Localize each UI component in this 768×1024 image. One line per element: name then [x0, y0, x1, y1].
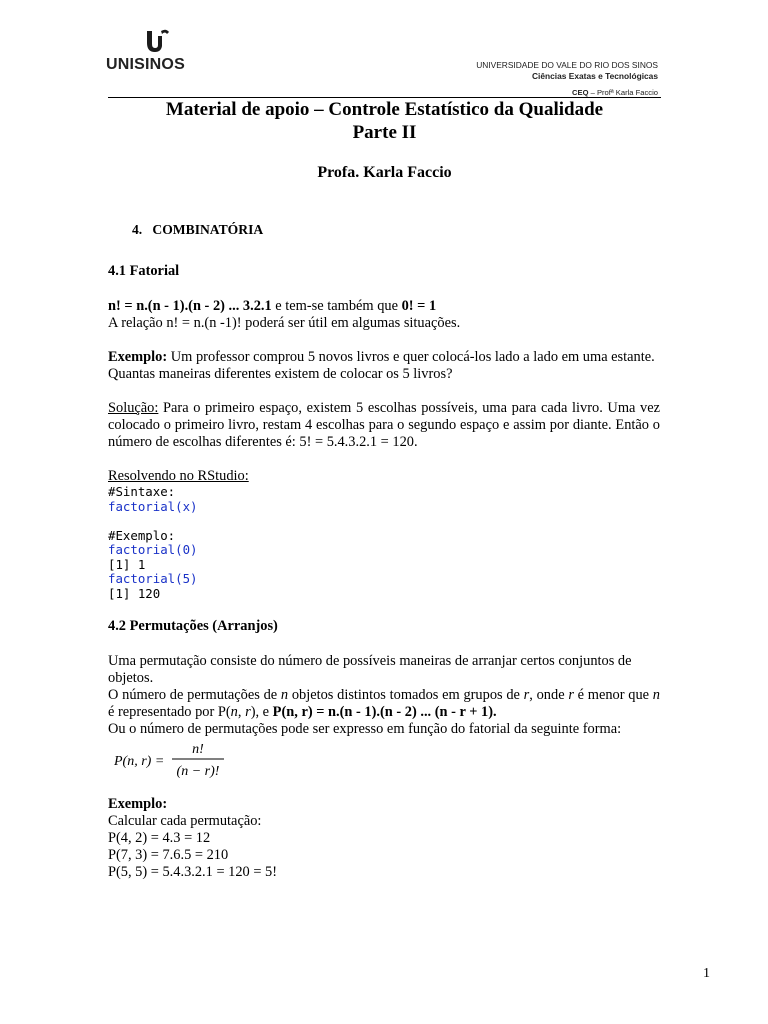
permutation-product-formula: P(n, r) = n.(n - 1).(n - 2) ... (n - r + 1). [272, 704, 497, 720]
code-comment: #Exemplo: [108, 527, 176, 543]
permutation-calc: P(7, 3) = 7.6.5 = 210 [108, 847, 229, 863]
factorial-formula: n! = n.(n - 1).(n - 2) ... 3.2.1 [108, 298, 272, 314]
unisinos-logo-mark [144, 28, 170, 54]
course-professor: – Profª Karla Faccio [588, 88, 658, 97]
logo-text: UNISINOS [106, 56, 185, 73]
course-code: CEQ [572, 88, 589, 97]
permutation-factorial-form: Ou o número de permutações pode ser expresso em função do fatorial da seguinte forma: [108, 721, 622, 737]
formula-lhs: P(n, r) = [114, 754, 165, 769]
code-output: [1] 1 [108, 556, 146, 572]
center-name: Ciências Exatas e Tecnológicas [532, 71, 658, 81]
institution-name: UNIVERSIDADE DO VALE DO RIO DOS SINOS [476, 60, 658, 70]
permutation-calc-intro: Calcular cada permutação: [108, 813, 262, 829]
code-call: factorial(0) [108, 542, 198, 557]
subsection-permutations-heading: 4.2 Permutações (Arranjos) [108, 618, 278, 634]
section-4-heading [132, 221, 660, 238]
code-comment: #Sintaxe: [108, 484, 176, 499]
code-call: factorial(5) [108, 571, 198, 586]
page-number: 1 [703, 966, 710, 981]
permutation-example-label: Exemplo: [108, 796, 168, 812]
document-body [108, 221, 660, 881]
section-number: 4. [132, 222, 143, 237]
unisinos-logo [106, 28, 196, 78]
title-line-2: Parte II [352, 122, 417, 143]
factorial-example: Exemplo: Um professor comprou 5 novos livros e quer colocá-los lado a lado em uma estante. Quantas maneiras diferentes existem de colocar os 5 livros? [108, 349, 655, 382]
factorial-relation: A relação n! = n.(n -1)! poderá ser útil em algumas situações. [108, 315, 461, 331]
title-line-1: Material de apoio – Controle Estatístico da Qualidade [165, 99, 604, 120]
formula-denominator: (n − r)! [176, 764, 220, 779]
section-title: COMBINATÓRIA [152, 222, 264, 237]
example-label: Exemplo: [108, 349, 168, 365]
code-call: factorial(x) [108, 498, 198, 514]
author: Profa. Karla Faccio [317, 164, 452, 181]
permutation-definition: O número de permutações de n objetos distintos tomados em grupos de r, onde r é menor que n é representado por P(n, r), e P(n, r) = n.(n - 1).(n - 2) ... (n - r + 1). [108, 687, 660, 720]
permutation-intro: Uma permutação consiste do número de possíveis maneiras de arranjar certos conjuntos de objetos. [108, 653, 632, 686]
rstudio-label: Resolvendo no RStudio: [108, 468, 249, 484]
factorial-definition: n! = n.(n - 1).(n - 2) ... 3.2.1 e tem-se também que 0! = 1 [108, 298, 437, 314]
factorial-solution: Solução: Para o primeiro espaço, existem 5 escolhas possíveis, uma para cada livro. Uma vez colocado o primeiro livro, restam 4 escolhas para o segundo espaço e assim por diante. Então o número de escolhas diferentes é: 5! = 5.4.3.2.1 = 120. [108, 400, 660, 450]
permutation-formula [114, 740, 660, 780]
subsection-factorial-heading: 4.1 Fatorial [108, 263, 180, 279]
institution-block [476, 60, 658, 98]
permutation-calc: P(5, 5) = 5.4.3.2.1 = 120 = 5! [108, 864, 278, 880]
solution-label: Solução: [108, 400, 159, 416]
zero-factorial: 0! = 1 [401, 298, 437, 314]
document-title [108, 98, 661, 144]
formula-numerator: n! [192, 742, 204, 757]
r-code-block [108, 485, 660, 601]
code-output: [1] 120 [108, 585, 161, 601]
permutation-calc: P(4, 2) = 4.3 = 12 [108, 830, 211, 846]
